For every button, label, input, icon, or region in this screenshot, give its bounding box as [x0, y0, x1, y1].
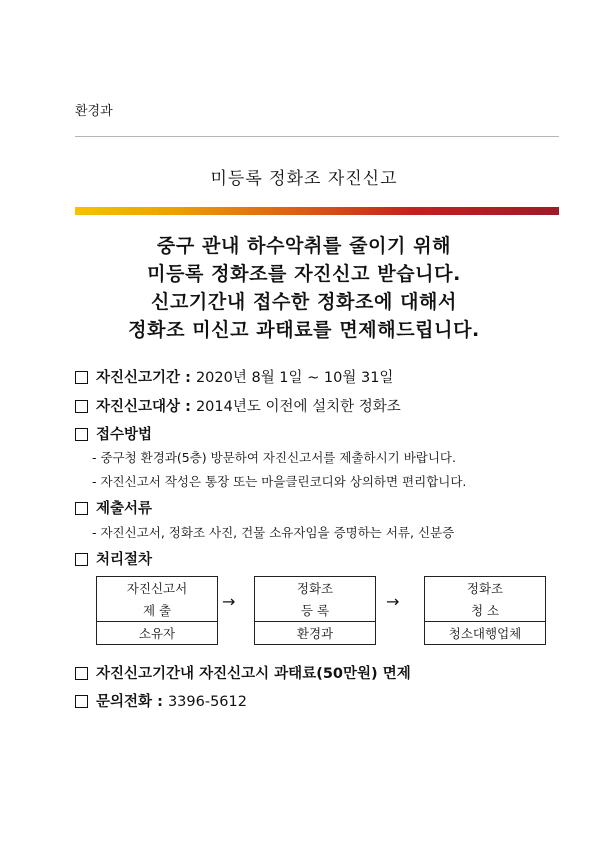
arrow-icon: → — [222, 592, 236, 611]
contact-item — [75, 690, 247, 711]
exemption-label: 자진신고기간내 자진신고시 과태료(50만원) 면제 — [96, 666, 411, 682]
intro-line-4: 정화조 미신고 과태료를 면제해드립니다. — [128, 319, 480, 341]
step-3-actor: 청소대행업체 — [425, 622, 546, 645]
step-2-line-2: 등 록 — [255, 599, 376, 622]
documents-label: 제출서류 — [96, 501, 153, 517]
step-3-line-1: 정화조 — [425, 577, 546, 600]
method-line-1: - 중구청 환경과(5층) 방문하여 자진신고서를 제출하시기 바랍니다. — [92, 450, 456, 465]
exemption-item — [75, 662, 411, 683]
method-label: 접수방법 — [96, 427, 153, 443]
contact-value: 3396-5612 — [167, 694, 247, 710]
step-3-line-2: 청 소 — [425, 599, 546, 622]
intro-line-2: 미등록 정화조를 자진신고 받습니다. — [147, 263, 461, 285]
checkbox-icon — [75, 428, 88, 441]
gradient-bar — [75, 207, 559, 215]
step-1-line-2: 제 출 — [97, 599, 218, 622]
step-2-actor: 환경과 — [255, 622, 376, 645]
checkbox-icon — [75, 667, 88, 680]
department-label: 환경과 — [75, 104, 113, 119]
period-item — [75, 366, 393, 387]
procedure-step-3 — [424, 576, 546, 645]
intro-line-3: 신고기간내 접수한 정화조에 대해서 — [151, 291, 457, 313]
target-value: 2014년도 이전에 설치한 정화조 — [195, 399, 401, 415]
checkbox-icon — [75, 553, 88, 566]
checkbox-icon — [75, 400, 88, 413]
checkbox-icon — [75, 502, 88, 515]
target-item — [75, 395, 401, 416]
page-title: 미등록 정화조 자진신고 — [210, 169, 398, 189]
method-item — [75, 423, 152, 444]
documents-line-1: - 자진신고서, 정화조 사진, 건물 소유자임을 증명하는 서류, 신분증 — [92, 525, 455, 540]
procedure-step-2 — [254, 576, 376, 645]
step-2-line-1: 정화조 — [255, 577, 376, 600]
arrow-icon: → — [386, 592, 400, 611]
method-line-2: - 자진신고서 작성은 통장 또는 마을클린코디와 상의하면 편리합니다. — [92, 474, 467, 489]
procedure-label: 처리절차 — [96, 552, 153, 568]
contact-label: 문의전화 : — [96, 694, 163, 710]
step-1-actor: 소유자 — [97, 622, 218, 645]
documents-item — [75, 497, 152, 518]
procedure-item — [75, 548, 152, 569]
target-label: 자진신고대상 : — [96, 399, 191, 415]
checkbox-icon — [75, 695, 88, 708]
period-label: 자진신고기간 : — [96, 370, 191, 386]
procedure-step-1 — [96, 576, 218, 645]
header-divider — [75, 136, 559, 137]
period-value: 2020년 8월 1일 ~ 10월 31일 — [195, 370, 394, 386]
checkbox-icon — [75, 371, 88, 384]
intro-line-1: 중구 관내 하수악취를 줄이기 위해 — [156, 235, 452, 257]
step-1-line-1: 자진신고서 — [97, 577, 218, 600]
